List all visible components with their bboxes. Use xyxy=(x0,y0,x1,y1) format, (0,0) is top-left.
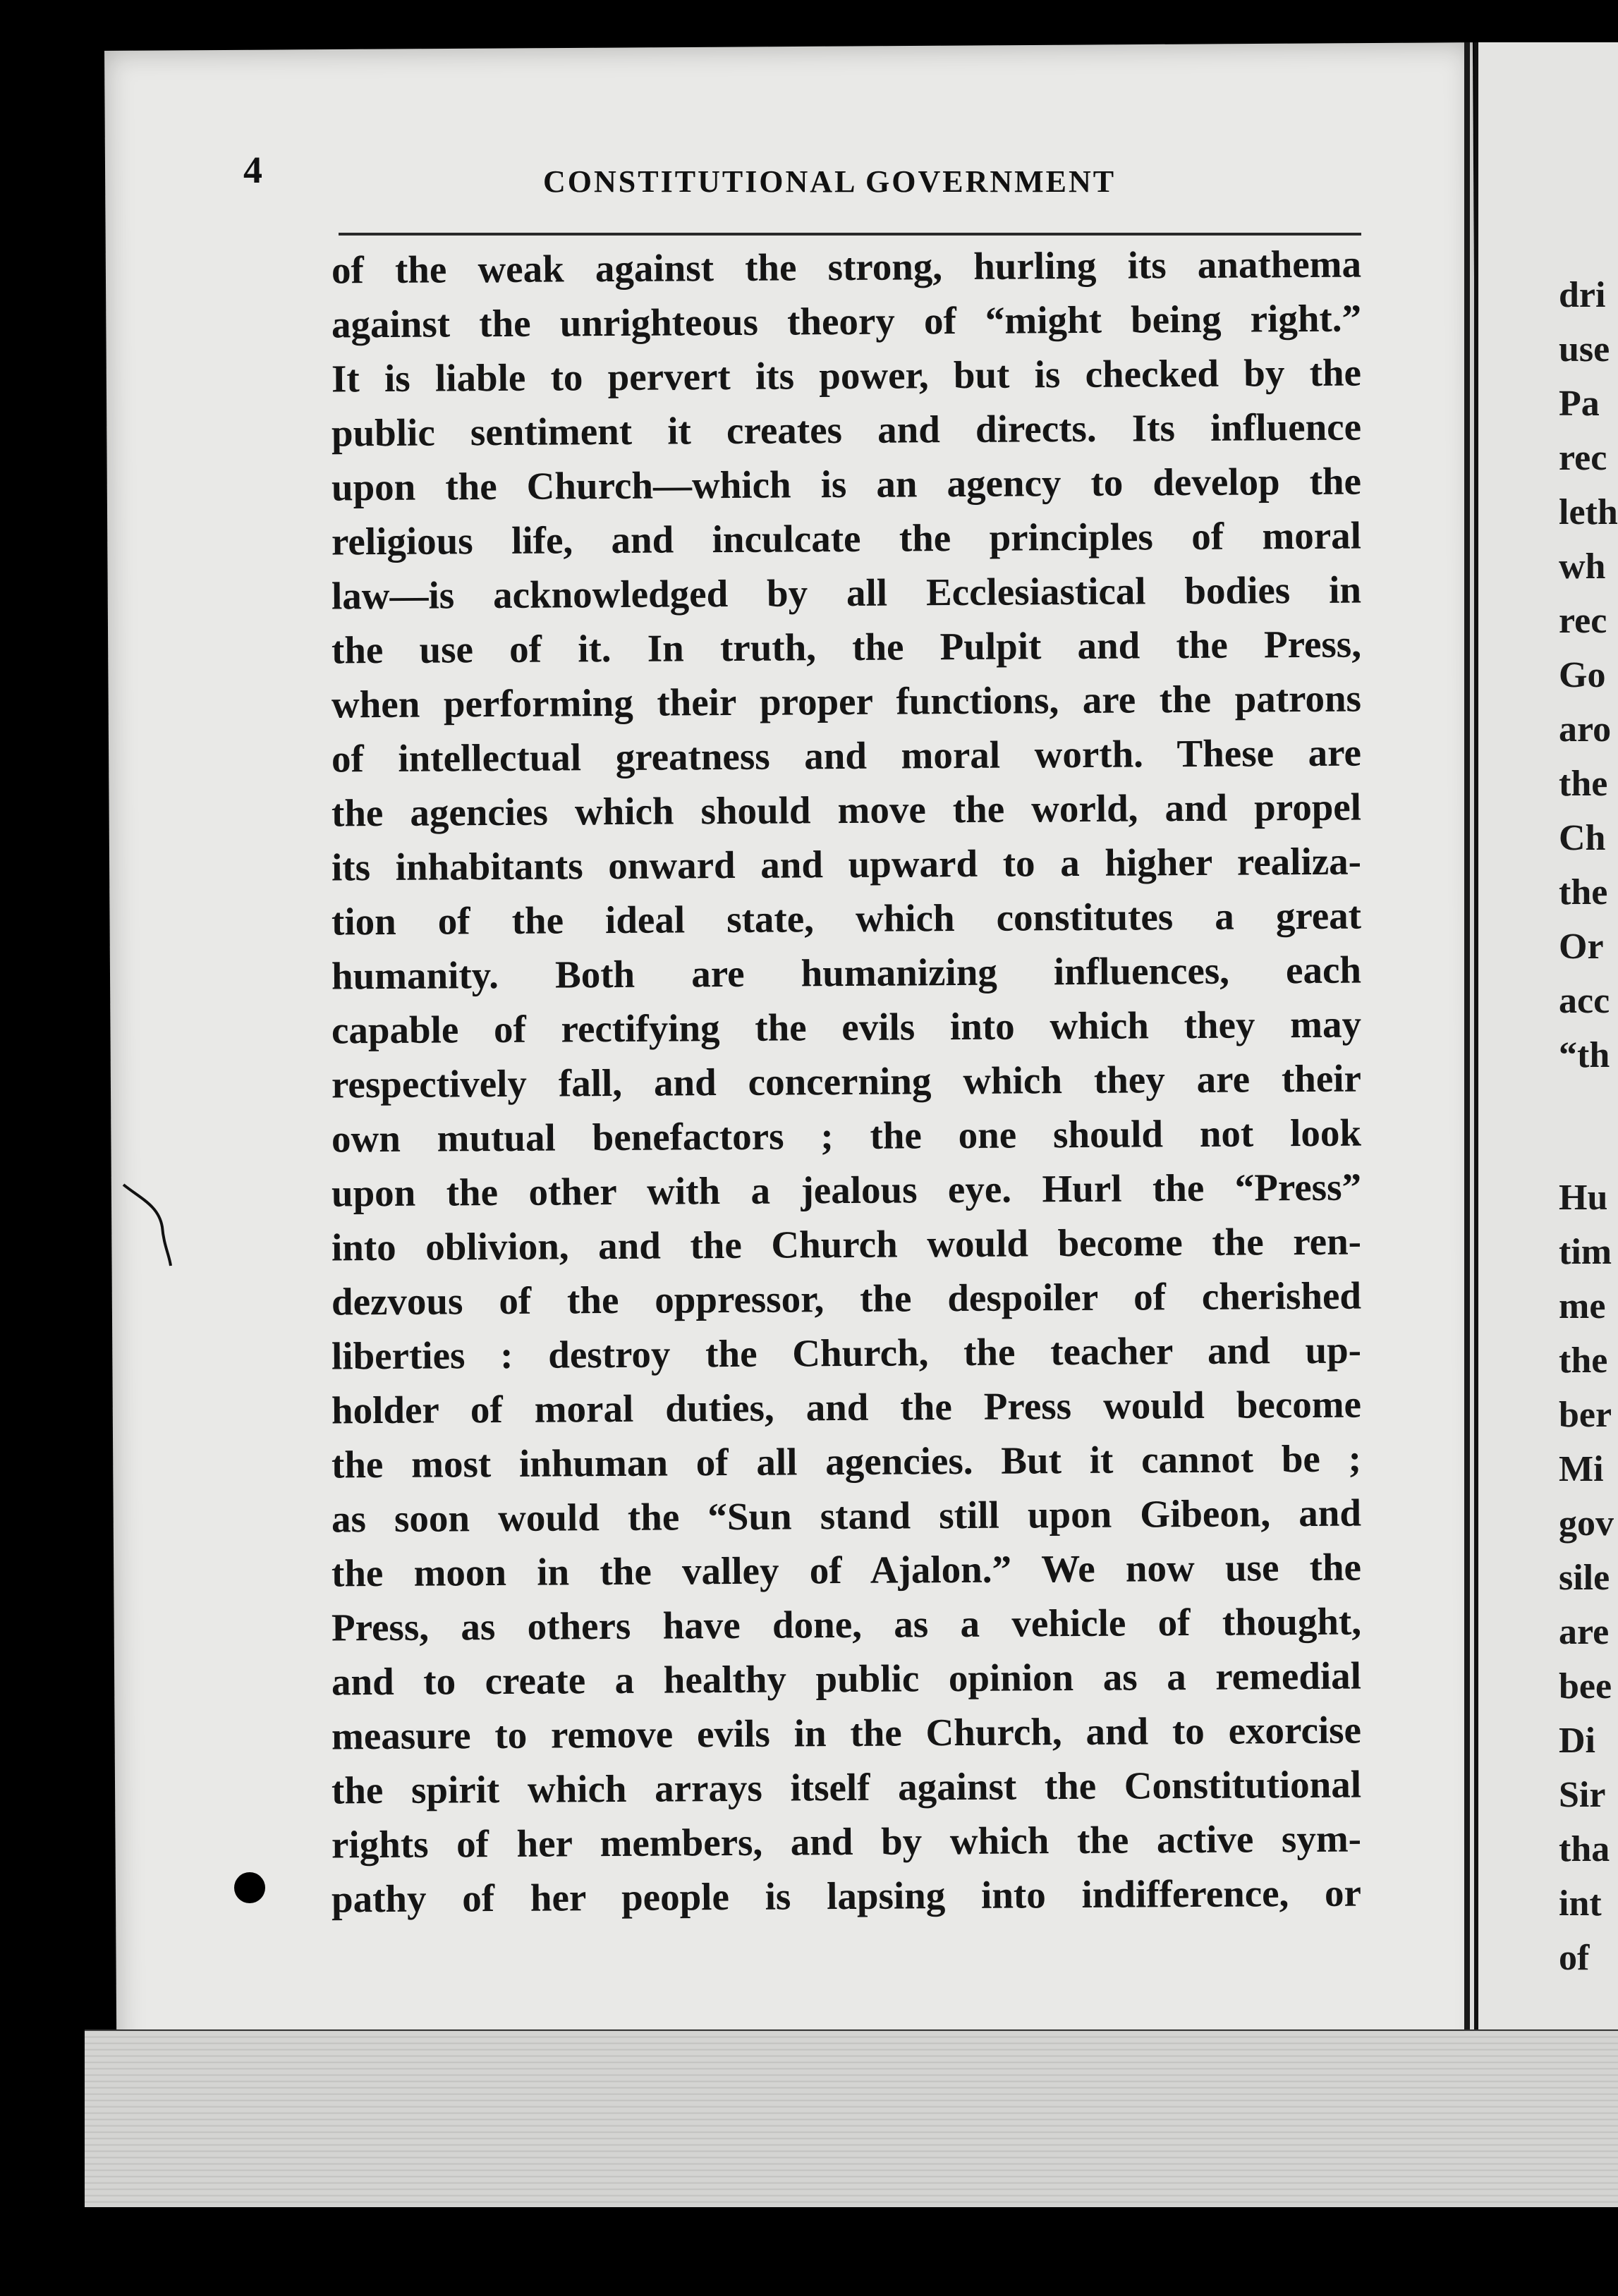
text-line: capable of rectifying the evils into which they may xyxy=(331,1002,1362,1052)
text-line: into oblivion, and the Church would become the ren- xyxy=(331,1219,1362,1269)
text-line: law—is acknowledged by all Ecclesiastical bodies in xyxy=(331,568,1362,618)
fragment-line: Ch xyxy=(1559,818,1606,858)
text-line: upon the other with a jealous eye. Hurl the “Press” xyxy=(331,1165,1362,1215)
fragment-line: Di xyxy=(1559,1721,1595,1761)
fragment-line: sile xyxy=(1559,1558,1610,1598)
page-number: 4 xyxy=(243,149,262,191)
text-line: respectively fall, and concerning which they are their xyxy=(331,1056,1362,1106)
body-text xyxy=(331,240,1361,1923)
text-line: the most inhuman of all agencies. But it cannot be ; xyxy=(331,1436,1362,1486)
text-line: religious life, and inculcate the principles of moral xyxy=(331,513,1362,563)
text-line: against the unrighteous theory of “might being right.” xyxy=(331,296,1362,346)
fragment-line: Go xyxy=(1559,655,1606,695)
text-line: humanity. Both are humanizing influences, each xyxy=(331,948,1362,998)
running-head: CONSTITUTIONAL GOVERNMENT xyxy=(543,164,1117,199)
text-line: and to create a healthy public opinion as a remedial xyxy=(331,1654,1362,1704)
text-line: public sentiment it creates and directs. Its influence xyxy=(331,405,1362,455)
text-line: rights of her members, and by which the active sym- xyxy=(331,1816,1362,1867)
fragment-line: of xyxy=(1559,1938,1590,1978)
fragment-line: are xyxy=(1559,1612,1610,1652)
page-gutter xyxy=(1464,42,1470,2207)
text-line: Press, as others have done, as a vehicle of thought, xyxy=(331,1599,1362,1649)
fragment-line: gov xyxy=(1559,1503,1614,1544)
fragment-line: tha xyxy=(1559,1829,1610,1869)
text-line: as soon would the “Sun stand still upon Gibeon, and xyxy=(331,1491,1362,1541)
text-line: upon the Church—which is an agency to develop the xyxy=(331,459,1362,509)
fragment-line xyxy=(1559,1082,1618,1171)
text-line: when performing their proper functions, are the patrons xyxy=(331,676,1362,726)
fragment-line: the xyxy=(1559,872,1608,912)
text-line: measure to remove evils in the Church, and to exorcise xyxy=(331,1708,1362,1758)
text-line: of the weak against the strong, hurling its anathema xyxy=(331,242,1362,292)
fragment-line: bee xyxy=(1559,1666,1612,1706)
text-line: of intellectual greatness and moral worth. These are xyxy=(331,731,1362,781)
fragment-line: acc xyxy=(1559,981,1610,1021)
fragment-line: me xyxy=(1559,1286,1606,1326)
text-line: dezvous of the oppressor, the despoiler of cherished xyxy=(331,1274,1362,1324)
text-line: liberties : destroy the Church, the teacher and up- xyxy=(331,1328,1362,1378)
text-line: own mutual benefactors ; the one should not look xyxy=(331,1111,1362,1161)
fragment-line: the xyxy=(1559,1341,1608,1381)
fragment-line: tim xyxy=(1559,1232,1612,1272)
fragment-line: leth xyxy=(1559,492,1618,532)
margin-mark xyxy=(120,1178,176,1269)
fragment-line: aro xyxy=(1559,709,1612,750)
fragment-line: rec xyxy=(1559,601,1607,641)
fragment-line: int xyxy=(1559,1883,1602,1924)
fragment-line: wh xyxy=(1559,546,1606,587)
text-line: the agencies which should move the world, and propel xyxy=(331,785,1362,835)
fragment-line: use xyxy=(1559,329,1610,370)
text-line: the moon in the valley of Ajalon.” We now use the xyxy=(331,1545,1362,1595)
page-bottom-margin xyxy=(85,2031,1618,2207)
fragment-line: Pa xyxy=(1559,384,1600,424)
fragment-line: the xyxy=(1559,764,1608,804)
text-line: It is liable to pervert its power, but is checked by the xyxy=(331,350,1362,401)
text-line: holder of moral duties, and the Press would become xyxy=(331,1382,1362,1432)
facing-page-text xyxy=(1559,268,1618,1985)
fragment-line: Sir xyxy=(1559,1775,1606,1815)
text-line: its inhabitants onward and upward to a higher realiza- xyxy=(331,839,1362,889)
fragment-line: dri xyxy=(1559,275,1606,315)
fragment-line: “th xyxy=(1559,1035,1610,1075)
text-line: the use of it. In truth, the Pulpit and the Press, xyxy=(331,622,1362,672)
text-line: pathy of her people is lapsing into indifference, or xyxy=(331,1871,1362,1921)
fragment-line: ber xyxy=(1559,1395,1612,1435)
fragment-line: Hu xyxy=(1559,1178,1608,1218)
fragment-line: Mi xyxy=(1559,1449,1604,1489)
header-rule xyxy=(339,233,1361,236)
ink-blot xyxy=(234,1872,265,1903)
text-line: tion of the ideal state, which constitutes a great xyxy=(331,893,1362,944)
fragment-line: Or xyxy=(1559,927,1604,967)
text-line: the spirit which arrays itself against the Constitutional xyxy=(331,1762,1362,1812)
fragment-line: rec xyxy=(1559,438,1607,478)
